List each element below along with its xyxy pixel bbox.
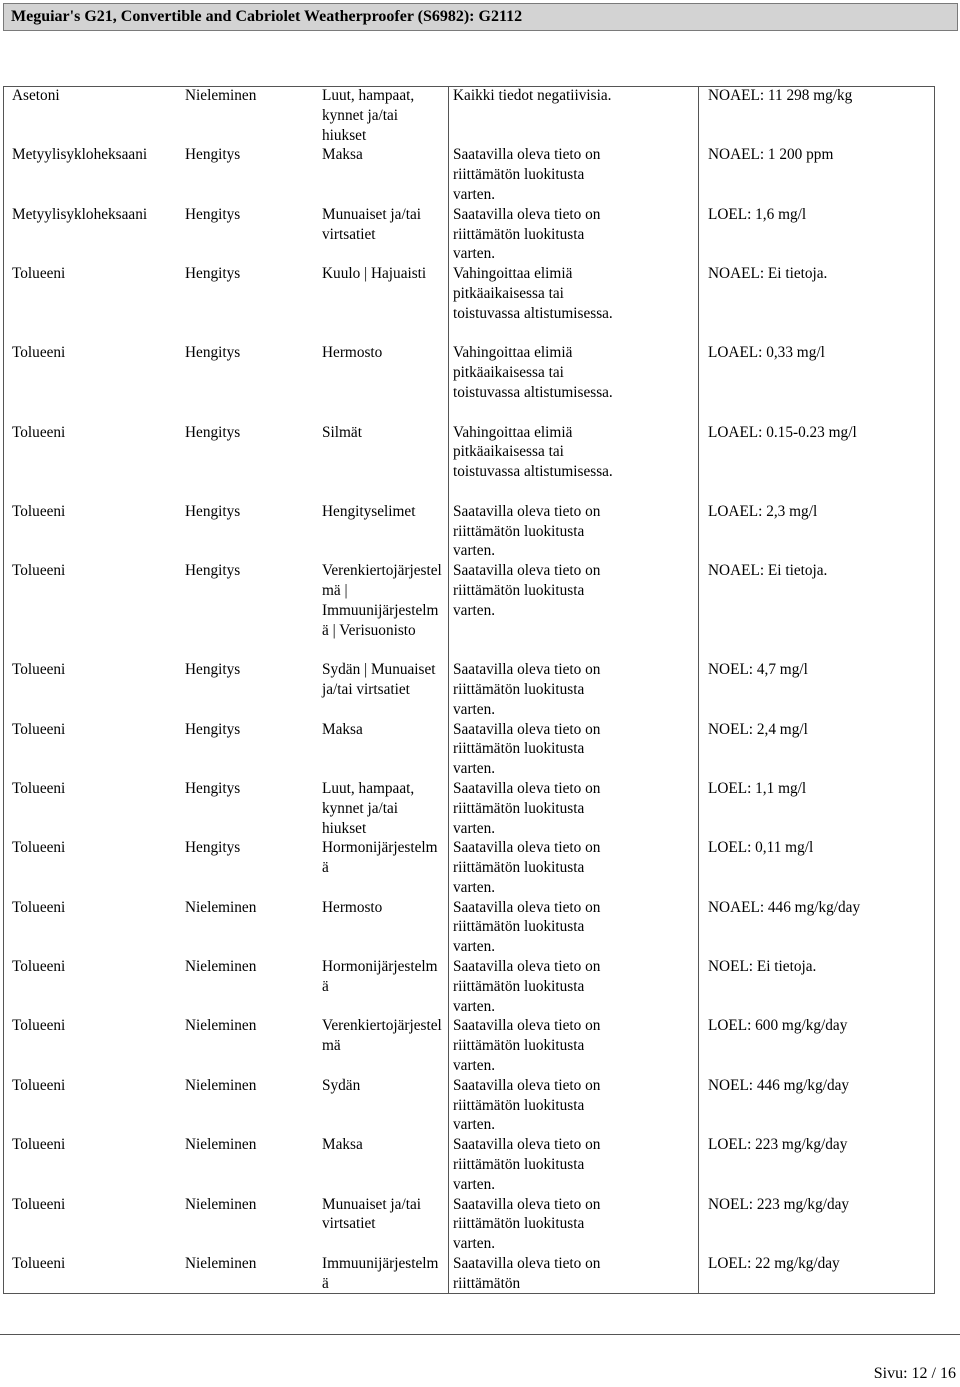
table-row bbox=[3, 502, 935, 561]
species-cell bbox=[626, 720, 696, 779]
target-organ-cell: Kuulo | Hajuaisti bbox=[322, 265, 427, 283]
species-cell bbox=[626, 838, 696, 897]
substance-cell: Tolueeni bbox=[12, 1255, 66, 1273]
target-organ-cell: Luut, hampaat, kynnet ja/tai hiukset bbox=[322, 87, 415, 144]
target-organ-cell: Maksa bbox=[322, 720, 363, 738]
substance-cell: Asetoni bbox=[12, 87, 60, 104]
dose-value-cell: NOAEL: Ei tietoja. bbox=[708, 265, 828, 283]
species-cell bbox=[626, 561, 696, 660]
document-title: Meguiar's G21, Convertible and Cabriolet Weatherproofer (S6982): G2112 bbox=[11, 8, 523, 25]
table-row bbox=[3, 1254, 935, 1294]
exposure-route-cell: Hengitys bbox=[185, 839, 241, 857]
dose-value-cell: LOEL: 223 mg/kg/day bbox=[708, 1136, 848, 1154]
species-cell bbox=[626, 660, 696, 719]
exposure-route-cell: Hengitys bbox=[185, 205, 241, 223]
table-row bbox=[3, 205, 935, 264]
target-organ-cell: Sydän bbox=[322, 1076, 361, 1094]
table-row bbox=[3, 1076, 935, 1135]
result-cell: Saatavilla oleva tieto on riittämätön luokitusta varten. bbox=[453, 562, 601, 619]
substance-cell: Tolueeni bbox=[12, 839, 66, 857]
substance-cell: Tolueeni bbox=[12, 720, 66, 738]
target-organ-cell: Immuunijärjestelmä bbox=[322, 1255, 439, 1292]
toxicity-table-body bbox=[3, 86, 935, 1294]
dose-value-cell: LOEL: 1,6 mg/l bbox=[708, 205, 807, 223]
species-cell bbox=[626, 1076, 696, 1135]
species-cell bbox=[626, 779, 696, 838]
result-cell: Saatavilla oleva tieto on riittämätön luokitusta varten. bbox=[453, 779, 601, 837]
exposure-route-cell: Hengitys bbox=[185, 344, 241, 362]
dose-value-cell: NOEL: 223 mg/kg/day bbox=[708, 1195, 850, 1213]
table-row bbox=[3, 898, 935, 957]
target-organ-cell: Hormonijärjestelmä bbox=[322, 958, 438, 995]
substance-cell: Tolueeni bbox=[12, 1076, 66, 1094]
table-row bbox=[3, 343, 935, 422]
exposure-route-cell: Hengitys bbox=[185, 562, 241, 580]
exposure-route-cell: Nieleminen bbox=[185, 898, 257, 916]
substance-cell: Tolueeni bbox=[12, 423, 66, 441]
species-cell bbox=[626, 1254, 696, 1294]
table-row bbox=[3, 1135, 935, 1194]
exposure-route-cell: Nieleminen bbox=[185, 1195, 257, 1213]
substance-cell: Tolueeni bbox=[12, 502, 66, 520]
exposure-route-cell: Nieleminen bbox=[185, 1136, 257, 1154]
table-row bbox=[3, 720, 935, 779]
result-cell: Saatavilla oleva tieto on riittämätön luokitusta varten. bbox=[453, 146, 601, 203]
target-organ-cell: Silmät bbox=[322, 423, 362, 441]
target-organ-cell: Verenkiertojärjestelmä | Immuunijärjestelmä | Verisuonisto bbox=[322, 562, 442, 639]
dose-value-cell: NOEL: 4,7 mg/l bbox=[708, 661, 808, 679]
species-cell bbox=[626, 264, 696, 343]
dose-value-cell: LOEL: 22 mg/kg/day bbox=[708, 1255, 840, 1273]
target-organ-cell: Maksa bbox=[322, 1136, 363, 1154]
substance-cell: Tolueeni bbox=[12, 1017, 66, 1035]
result-cell: Saatavilla oleva tieto on riittämätön luokitusta varten. bbox=[453, 205, 601, 263]
substance-cell: Tolueeni bbox=[12, 661, 66, 679]
target-organ-cell: Munuaiset ja/tai virtsatiet bbox=[322, 1195, 421, 1233]
species-cell bbox=[626, 205, 696, 264]
result-cell: Saatavilla oleva tieto on riittämätön bbox=[453, 1255, 601, 1292]
exposure-route-cell: Hengitys bbox=[185, 661, 241, 679]
dose-value-cell: NOAEL: 446 mg/kg/day bbox=[708, 898, 861, 916]
table-row bbox=[3, 660, 935, 719]
dose-value-cell: LOEL: 600 mg/kg/day bbox=[708, 1017, 848, 1035]
species-cell bbox=[626, 502, 696, 561]
result-cell: Saatavilla oleva tieto on riittämätön luokitusta varten. bbox=[453, 1017, 601, 1075]
dose-value-cell: NOEL: Ei tietoja. bbox=[708, 958, 817, 976]
result-cell: Vahingoittaa elimiä pitkäaikaisessa tai toistuvassa altistumisessa. bbox=[453, 423, 613, 481]
substance-cell: Tolueeni bbox=[12, 1136, 66, 1154]
dose-value-cell: NOAEL: 1 200 ppm bbox=[708, 146, 834, 164]
exposure-route-cell: Hengitys bbox=[185, 720, 241, 738]
result-cell: Saatavilla oleva tieto on riittämätön luokitusta varten. bbox=[453, 898, 601, 956]
substance-cell: Metyylisykloheksaani bbox=[12, 205, 148, 223]
table-row bbox=[3, 423, 935, 502]
substance-cell: Tolueeni bbox=[12, 562, 66, 580]
exposure-route-cell: Nieleminen bbox=[185, 1076, 257, 1094]
result-cell: Saatavilla oleva tieto on riittämätön luokitusta varten. bbox=[453, 502, 601, 560]
dose-value-cell: LOAEL: 0,33 mg/l bbox=[708, 344, 825, 362]
table-row bbox=[3, 779, 935, 838]
exposure-route-cell: Nieleminen bbox=[185, 958, 257, 976]
page-number: Sivu: 12 / 16 bbox=[873, 1365, 956, 1382]
species-cell bbox=[626, 145, 696, 204]
species-cell bbox=[626, 343, 696, 422]
dose-value-cell: LOAEL: 2,3 mg/l bbox=[708, 502, 818, 520]
table-row bbox=[3, 1016, 935, 1075]
exposure-route-cell: Nieleminen bbox=[185, 87, 257, 104]
species-cell bbox=[626, 86, 696, 145]
table-row bbox=[3, 1195, 935, 1254]
target-organ-cell: Sydän | Munuaiset ja/tai virtsatiet bbox=[322, 661, 436, 698]
table-row bbox=[3, 838, 935, 897]
species-cell bbox=[626, 957, 696, 1016]
result-cell: Saatavilla oleva tieto on riittämätön luokitusta varten. bbox=[453, 1136, 601, 1193]
substance-cell: Tolueeni bbox=[12, 898, 66, 916]
target-organ-cell: Maksa bbox=[322, 146, 363, 164]
table-row bbox=[3, 264, 935, 343]
toxicity-table bbox=[3, 86, 935, 1294]
exposure-route-cell: Nieleminen bbox=[185, 1017, 257, 1035]
result-cell: Vahingoittaa elimiä pitkäaikaisessa tai toistuvassa altistumisessa. bbox=[453, 265, 613, 322]
species-cell bbox=[626, 1016, 696, 1075]
target-organ-cell: Luut, hampaat, kynnet ja/tai hiukset bbox=[322, 779, 415, 837]
species-cell bbox=[626, 1195, 696, 1254]
result-cell: Saatavilla oleva tieto on riittämätön luokitusta varten. bbox=[453, 839, 601, 896]
exposure-route-cell: Nieleminen bbox=[185, 1255, 257, 1273]
substance-cell: Tolueeni bbox=[12, 958, 66, 976]
exposure-route-cell: Hengitys bbox=[185, 502, 241, 520]
substance-cell: Tolueeni bbox=[12, 344, 66, 362]
target-organ-cell: Hermosto bbox=[322, 898, 383, 916]
dose-value-cell: LOEL: 1,1 mg/l bbox=[708, 779, 807, 797]
dose-value-cell: LOAEL: 0.15-0.23 mg/l bbox=[708, 423, 857, 441]
exposure-route-cell: Hengitys bbox=[185, 423, 241, 441]
result-cell: Kaikki tiedot negatiivisia. bbox=[453, 87, 612, 104]
result-cell: Saatavilla oleva tieto on riittämätön luokitusta varten. bbox=[453, 1195, 601, 1253]
substance-cell: Tolueeni bbox=[12, 265, 66, 283]
substance-cell: Tolueeni bbox=[12, 1195, 66, 1213]
dose-value-cell: NOEL: 446 mg/kg/day bbox=[708, 1076, 850, 1094]
substance-cell: Metyylisykloheksaani bbox=[12, 146, 148, 164]
dose-value-cell: NOEL: 2,4 mg/l bbox=[708, 720, 808, 738]
species-cell bbox=[626, 1135, 696, 1194]
table-row bbox=[3, 561, 935, 660]
result-cell: Saatavilla oleva tieto on riittämätön luokitusta varten. bbox=[453, 1076, 601, 1134]
table-row bbox=[3, 145, 935, 204]
species-cell bbox=[626, 423, 696, 502]
substance-cell: Tolueeni bbox=[12, 779, 66, 797]
dose-value-cell: NOAEL: 11 298 mg/kg bbox=[708, 87, 853, 104]
target-organ-cell: Munuaiset ja/tai virtsatiet bbox=[322, 205, 421, 243]
target-organ-cell: Hermosto bbox=[322, 344, 383, 362]
exposure-route-cell: Hengitys bbox=[185, 146, 241, 164]
result-cell: Saatavilla oleva tieto on riittämätön luokitusta varten. bbox=[453, 958, 601, 1015]
result-cell: Saatavilla oleva tieto on riittämätön luokitusta varten. bbox=[453, 720, 601, 778]
species-cell bbox=[626, 898, 696, 957]
document-header bbox=[3, 3, 958, 31]
target-organ-cell: Verenkiertojärjestelmä bbox=[322, 1017, 442, 1055]
table-row bbox=[3, 86, 935, 145]
exposure-route-cell: Hengitys bbox=[185, 779, 241, 797]
footer-rule bbox=[0, 1334, 960, 1335]
target-organ-cell: Hengityselimet bbox=[322, 502, 416, 520]
table-row bbox=[3, 957, 935, 1016]
result-cell: Vahingoittaa elimiä pitkäaikaisessa tai toistuvassa altistumisessa. bbox=[453, 344, 613, 401]
exposure-route-cell: Hengitys bbox=[185, 265, 241, 283]
dose-value-cell: LOEL: 0,11 mg/l bbox=[708, 839, 814, 857]
dose-value-cell: NOAEL: Ei tietoja. bbox=[708, 562, 828, 580]
target-organ-cell: Hormonijärjestelmä bbox=[322, 839, 438, 877]
result-cell: Saatavilla oleva tieto on riittämätön luokitusta varten. bbox=[453, 661, 601, 718]
